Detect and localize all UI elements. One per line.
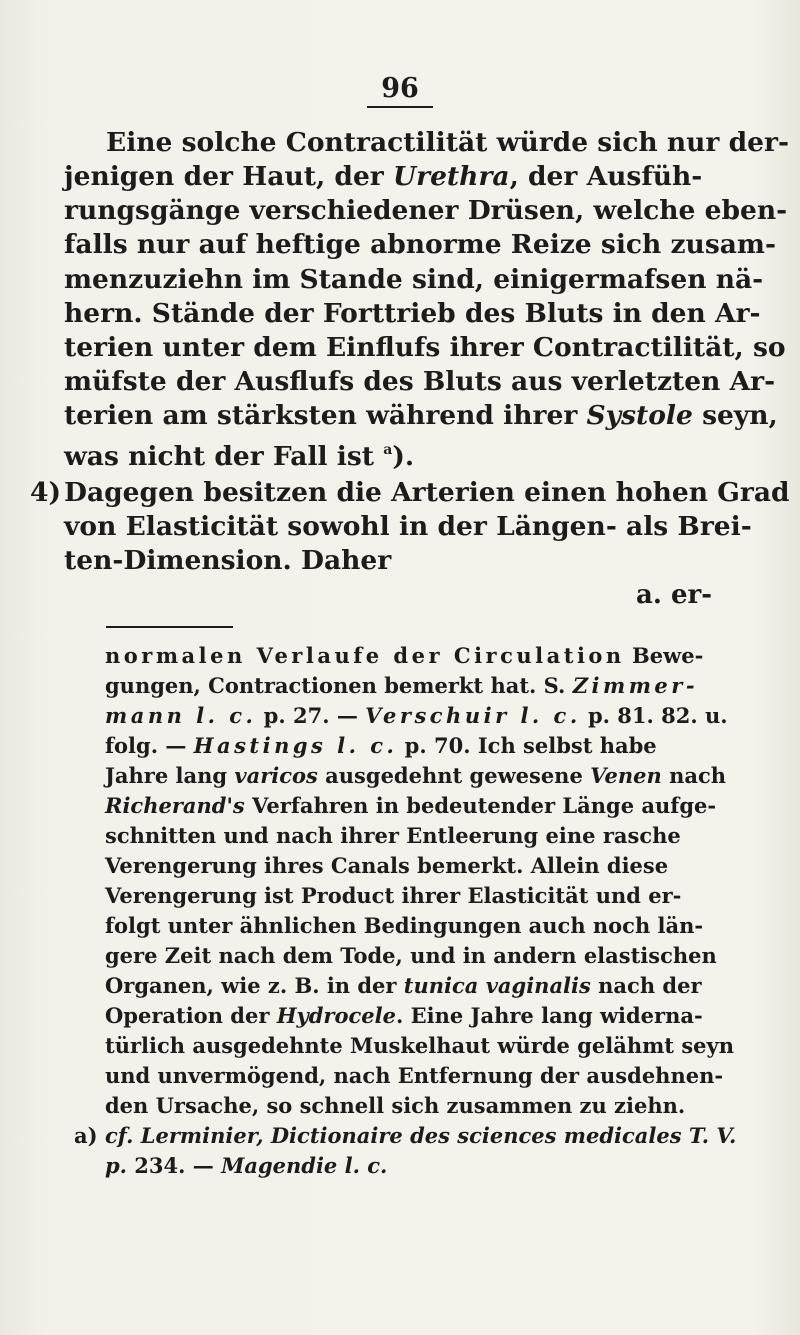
note-marker: a) xyxy=(74,1123,98,1148)
text-line: von Elasticität sowohl in der Längen- als Brei- xyxy=(64,511,752,542)
text-line: menzuziehn im Stande sind, einigermafsen nä- xyxy=(64,264,764,295)
footnote-line: cf. Lerminier, Dictionaire des sciences medicales T. V. xyxy=(105,1123,737,1148)
text-line: ten-Dimension. Daher xyxy=(64,545,392,576)
footnote-line: gungen, Contractionen bemerkt hat. S. Zimmer- xyxy=(105,673,699,698)
footnote-line: Organen, wie z. B. in der tunica vaginalis nach der xyxy=(105,973,702,998)
text-line: Eine solche Contractilität würde sich nur der- xyxy=(106,127,789,158)
footnote-line: türlich ausgedehnte Muskelhaut würde gelähmt seyn xyxy=(105,1033,734,1058)
footnote-line: Verengerung ihres Canals bemerkt. Allein diese xyxy=(105,853,669,878)
footnote-line: p. 234. — Magendie l. c. xyxy=(105,1153,388,1178)
footnote-line: Operation der Hydrocele. Eine Jahre lang widerna- xyxy=(105,1003,703,1028)
footnote-separator-rule xyxy=(106,626,233,628)
text-line: jenigen der Haut, der Urethra, der Ausfüh- xyxy=(64,161,703,192)
text-line: terien am stärksten während ihrer Systole seyn, xyxy=(64,400,778,431)
footnote-line: den Ursache, so schnell sich zusammen zu ziehn. xyxy=(105,1093,686,1118)
footnote-line: und unvermögend, nach Entfernung der ausdehnen- xyxy=(105,1063,724,1088)
text-line: terien unter dem Einflufs ihrer Contractilität, so xyxy=(64,332,786,363)
catchword: a. er- xyxy=(636,580,712,610)
footnote-line: folg. — Hastings l. c. p. 70. Ich selbst habe xyxy=(105,733,657,758)
footnote-line: schnitten und nach ihrer Entleerung eine rasche xyxy=(105,823,681,848)
text-line: falls nur auf heftige abnorme Reize sich zusam- xyxy=(64,229,776,260)
footnote-line: Richerand's Verfahren in bedeutender Länge aufge- xyxy=(105,793,717,818)
text-line: hern. Stände der Forttrieb des Bluts in den Ar- xyxy=(64,298,761,329)
text-line: was nicht der Fall ist $^a$). xyxy=(64,441,415,472)
page-number: 96 xyxy=(0,74,800,108)
section-marker: 4) xyxy=(30,477,61,508)
text-line: Dagegen besitzen die Arterien einen hohen Grad xyxy=(64,477,790,508)
footnote-reference: a xyxy=(383,442,393,458)
footnote-line: folgt unter ähnlichen Bedingungen auch noch län- xyxy=(105,913,704,938)
footnote-line: normalen Verlaufe der Circulation Bewe- xyxy=(105,643,704,668)
text-line: rungsgänge verschiedener Drüsen, welche eben- xyxy=(64,195,788,226)
footnote-line: Jahre lang varicos ausgedehnt gewesene Venen nach xyxy=(105,763,727,788)
text-line: müfste der Ausflufs des Bluts aus verletzten Ar- xyxy=(64,366,776,397)
footnote-line: mann l. c. p. 27. — Verschuir l. c. p. 81. 82. u. xyxy=(105,703,728,728)
footnote-line: gere Zeit nach dem Tode, und in andern elastischen xyxy=(105,943,717,968)
footnote-line: Verengerung ist Product ihrer Elasticität und er- xyxy=(105,883,682,908)
